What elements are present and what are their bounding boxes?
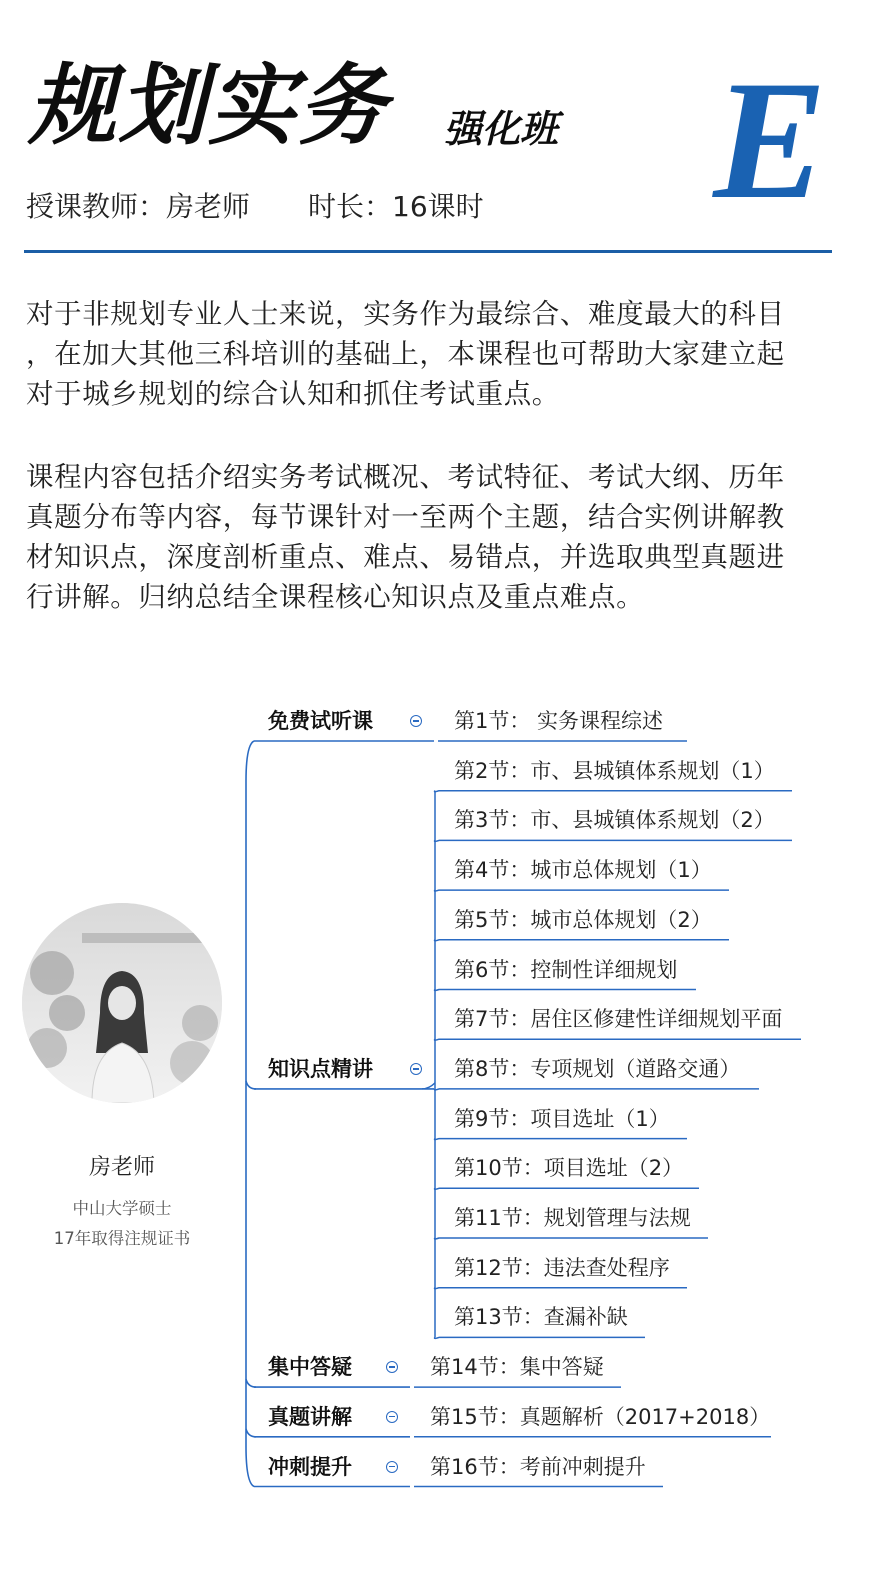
category-label: 冲刺提升 xyxy=(268,1454,352,1479)
lesson-underline xyxy=(435,791,793,792)
teacher-label: 授课教师：房老师 xyxy=(26,190,251,223)
collapse-toggle-icon[interactable] xyxy=(386,1411,398,1423)
duration-label: 时长：16课时 xyxy=(308,190,484,223)
lesson-item: 第6节：控制性详细规划 xyxy=(454,957,678,982)
collapse-toggle-icon[interactable] xyxy=(410,715,422,727)
lesson-underline xyxy=(435,1188,700,1189)
lesson-item: 第11节：规划管理与法规 xyxy=(454,1206,691,1230)
intro-line: 真题分布等内容，每节课针对一至两个主题，结合实例讲解教 xyxy=(26,501,785,533)
lesson-item: 第2节：市、县城镇体系规划（1） xyxy=(454,758,775,783)
lesson-item: 第12节：违法查处程序 xyxy=(454,1255,670,1280)
intro-line: 行讲解。归纳总结全课程核心知识点及重点难点。 xyxy=(26,581,645,613)
lesson-item: 第3节：市、县城镇体系规划（2） xyxy=(454,808,775,833)
lesson-item: 第16节：考前冲刺提升 xyxy=(430,1454,646,1479)
lesson-item: 第1节： 实务课程综述 xyxy=(454,709,664,733)
collapse-toggle-icon[interactable] xyxy=(410,1063,422,1075)
lesson-item: 第8节：专项规划（道路交通） xyxy=(454,1056,741,1081)
lesson-underline xyxy=(435,990,697,991)
lesson-item: 第15节：真题解析（2017+2018） xyxy=(430,1404,771,1429)
category-label: 真题讲解 xyxy=(268,1404,352,1429)
collapse-toggle-icon[interactable] xyxy=(386,1361,398,1373)
brand-logo: E xyxy=(713,46,827,234)
intro-line: 材知识点，深度剖析重点、难点、易错点，并选取典型真题进 xyxy=(26,541,785,573)
lesson-underline xyxy=(435,1337,646,1338)
category-label: 免费试听课 xyxy=(268,709,373,733)
intro-line: ，在加大其他三科培训的基础上，本课程也可帮助大家建立起 xyxy=(26,338,785,370)
course-title: 规划实务 xyxy=(28,54,389,157)
lesson-item: 第5节：城市总体规划（2） xyxy=(454,907,712,932)
lesson-underline xyxy=(435,1039,802,1040)
lesson-item: 第13节：查漏补缺 xyxy=(454,1305,628,1330)
intro-line: 对于城乡规划的综合认知和抓住考试重点。 xyxy=(26,378,560,410)
lesson-underline xyxy=(435,840,793,841)
category-connector xyxy=(422,1083,435,1089)
trunk-branch xyxy=(246,1429,256,1437)
trunk-branch xyxy=(246,1081,256,1089)
lesson-item: 第7节：居住区修建性详细规划平面 xyxy=(454,1007,783,1032)
lesson-item: 第10节：项目选址（2） xyxy=(454,1156,684,1181)
category-label: 知识点精讲 xyxy=(268,1056,373,1081)
lesson-underline xyxy=(435,1288,688,1289)
collapse-toggle-icon[interactable] xyxy=(386,1461,398,1473)
lesson-underline xyxy=(435,1139,688,1140)
lesson-item: 第9节：项目选址（1） xyxy=(454,1106,670,1131)
lesson-underline xyxy=(435,890,730,891)
teacher-name: 房老师 xyxy=(88,1155,155,1180)
teacher-credential: 中山大学硕士 xyxy=(72,1199,172,1218)
teacher-credential: 17年取得注规证书 xyxy=(53,1229,191,1248)
lesson-underline xyxy=(435,1089,760,1090)
intro-line: 对于非规划专业人士来说，实务作为最综合、难度最大的科目 xyxy=(26,298,785,330)
mindmap-trunk xyxy=(246,741,254,1487)
lesson-item: 第4节：城市总体规划（1） xyxy=(454,858,712,883)
category-label: 集中答疑 xyxy=(268,1355,352,1380)
course-subtitle: 强化班 xyxy=(444,107,559,151)
lesson-item: 第14节：集中答疑 xyxy=(430,1355,604,1380)
lesson-underline xyxy=(435,940,730,941)
lesson-underline xyxy=(435,1238,709,1239)
intro-line: 课程内容包括介绍实务考试概况、考试特征、考试大纲、历年 xyxy=(26,461,785,493)
trunk-branch xyxy=(246,1379,256,1387)
